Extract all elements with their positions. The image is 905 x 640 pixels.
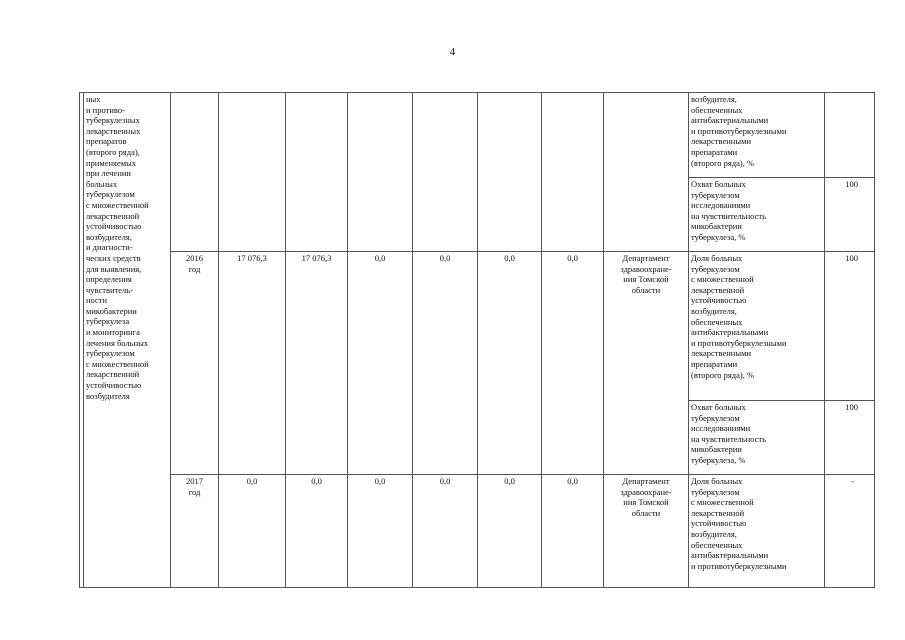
table-row — [80, 475, 875, 588]
year-cell: 2017 год — [171, 475, 219, 588]
table-row — [80, 252, 875, 401]
other1-cell: 0,0 — [478, 252, 542, 475]
regional-cell: 0,0 — [348, 252, 413, 475]
federal-cell: 17 076,3 — [286, 252, 348, 475]
local-cell: 0,0 — [413, 252, 478, 475]
indicator-value: 100 — [825, 252, 875, 401]
executor-cell: Департамент здравоохране- ния Томской области — [604, 252, 689, 475]
other2-cell — [542, 93, 604, 252]
table-row — [80, 93, 875, 178]
page-number: 4 — [449, 46, 456, 58]
task-description: ных и противо- туберкулезных лекарственных препаратов (второго ряда), применяемых при лечении больных туберкулезом с множественной лекарственной устойчивостью возбудителя, и диагности- ческих средств для выявления, определения чувствитель- ности микобактерии туберкулеза и мониторинга лечения больных туберкулезом с множественной лекарственной устойчивостью возбудителя — [84, 93, 171, 588]
federal-cell: 0,0 — [286, 475, 348, 588]
indicator-value: 100 — [825, 178, 875, 252]
other1-cell: 0,0 — [478, 475, 542, 588]
other2-cell: 0,0 — [542, 475, 604, 588]
indicator-text: Доля больных туберкулезом с множественной лекарственной устойчивостью возбудителя, обеспеченных антибактериальными и противотуберкулезными лекарственными препаратами (второго ряда), % — [689, 252, 825, 401]
total-cell — [219, 93, 286, 252]
regional-cell — [348, 93, 413, 252]
executor-cell — [604, 93, 689, 252]
other2-cell: 0,0 — [542, 252, 604, 475]
federal-cell — [286, 93, 348, 252]
indicator-value — [825, 93, 875, 178]
program-table — [79, 92, 875, 588]
indicator-value: - — [825, 475, 875, 588]
indicator-text: Доля больных туберкулезом с множественной лекарственной устойчивостью возбудителя, обеспеченных антибактериальными и противотуберкулезными — [689, 475, 825, 588]
indicator-text: Охват больных туберкулезом исследованиями на чувствительность микобактерии туберкулеза, % — [689, 401, 825, 475]
executor-cell: Департамент здравоохране- ния Томской области — [604, 475, 689, 588]
indicator-value: 100 — [825, 401, 875, 475]
indicator-text: Охват больных туберкулезом исследованиями на чувствительность микобактерии туберкулеза, % — [689, 178, 825, 252]
local-cell: 0,0 — [413, 475, 478, 588]
regional-cell: 0,0 — [348, 475, 413, 588]
year-cell: 2016 год — [171, 252, 219, 475]
total-cell: 0,0 — [219, 475, 286, 588]
total-cell: 17 076,3 — [219, 252, 286, 475]
local-cell — [413, 93, 478, 252]
indicator-text: возбудителя, обеспеченных антибактериальными и противотуберкулезными лекарственными препаратами (второго ряда), % — [689, 93, 825, 178]
other1-cell — [478, 93, 542, 252]
year-cell — [171, 93, 219, 252]
